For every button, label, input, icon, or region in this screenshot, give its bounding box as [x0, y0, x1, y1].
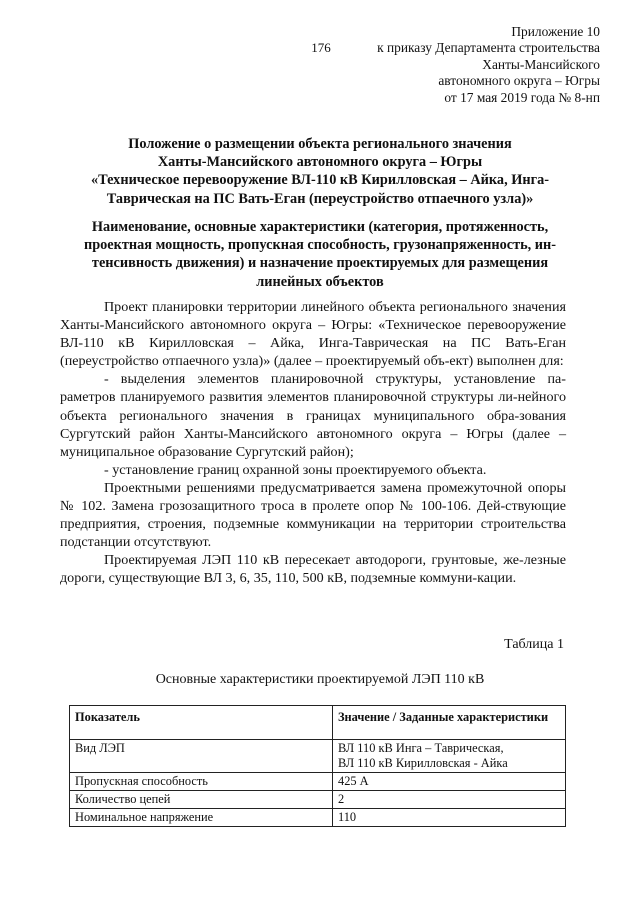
appendix-line: Ханты-Мансийского: [482, 56, 600, 72]
title-line: Положение о размещении объекта регионального значения: [128, 136, 512, 152]
appendix-line: к приказу Департамента строительства: [377, 40, 600, 56]
table-cell: Количество цепей: [70, 791, 333, 809]
title-line: «Техническое перевооружение ВЛ-110 кВ Кирилловская – Айка, Инга-: [90, 172, 549, 189]
table-row: [70, 791, 566, 809]
header-cell-indicator: Показатель: [70, 706, 333, 740]
body-paragraph: Проектируемая ЛЭП 110 кВ пересекает автодороги, грунтовые, же-лезные дороги, существующие ВЛ 3, 6, 35, 110, 500 кВ, подземные коммуни-кации.: [60, 552, 566, 587]
table-caption: Основные характеристики проектируемой ЛЭП 110 кВ: [155, 672, 485, 687]
table-row: [70, 773, 566, 791]
appendix-header: [330, 24, 600, 106]
body-paragraph: - выделения элементов планировочной структуры, установление па-раметров планируемого развития элементов планировочной структуры ли-нейного объекта регионального значения в границах муниципального обра-зования Сургутский район Ханты-Мансийского автономного округа – Югры (далее – муниципальное образование Сургутский район);: [60, 371, 566, 460]
heading-line: Наименование, основные характеристики (категория, протяженность,: [91, 219, 549, 235]
body-paragraph: Проект планировки территории линейного объекта регионального значения Ханты-Мансийского автономного округа – Югры: «Техническое перевооружение ВЛ-110 кВ Кирилловская – Айка, Инга-Таврическая на ПС Вать-Еган (переустройство отпаечного узла)» (далее – проектируемый объ-ект) выполнен для:: [60, 299, 566, 370]
table-cell: ВЛ 110 кВ Инга – Таврическая, ВЛ 110 кВ Кирилловская - Айка: [333, 740, 566, 773]
title-line: Ханты-Мансийского автономного округа – Югры: [157, 154, 483, 171]
table-cell: 2: [333, 791, 566, 809]
table-cell: Номинальное напряжение: [70, 809, 333, 827]
heading-line: проектная мощность, пропускная способность, грузонапряженность, ин-: [83, 237, 557, 254]
header-cell-value: Значение / Заданные характеристики: [333, 706, 566, 740]
table-row: [70, 740, 566, 773]
table-cell: 110: [333, 809, 566, 827]
document-title: [60, 135, 580, 208]
appendix-line: Приложение 10: [511, 24, 600, 39]
table-cell: Вид ЛЭП: [70, 740, 333, 773]
heading-line: линейных объектов: [256, 273, 384, 290]
body-paragraph: - установление границ охранной зоны проектируемого объекта.: [104, 461, 487, 478]
table-row: [70, 809, 566, 827]
appendix-line: от 17 мая 2019 года № 8-нп: [444, 89, 600, 105]
table-label: Таблица 1: [504, 637, 564, 652]
title-line: Таврическая на ПС Вать-Еган (переустройство отпаечного узла)»: [106, 190, 534, 207]
body-text: [60, 298, 566, 588]
heading-line: тенсивность движения) и назначение проектируемых для размещения: [91, 255, 549, 272]
table-header-row: [70, 706, 566, 740]
section-heading: [60, 218, 580, 291]
characteristics-table: [69, 705, 566, 827]
appendix-line: автономного округа – Югры: [438, 73, 600, 89]
table-cell: Пропускная способность: [70, 773, 333, 791]
table-cell: 425 А: [333, 773, 566, 791]
page-number: 176: [311, 40, 331, 55]
body-paragraph: Проектными решениями предусматривается замена промежуточной опоры № 102. Замена грозозащитного троса в пролете опор № 100-106. Дей-ствующие предприятия, строения, подземные коммуникации на территории строительства подстанции отсутствуют.: [60, 479, 566, 551]
